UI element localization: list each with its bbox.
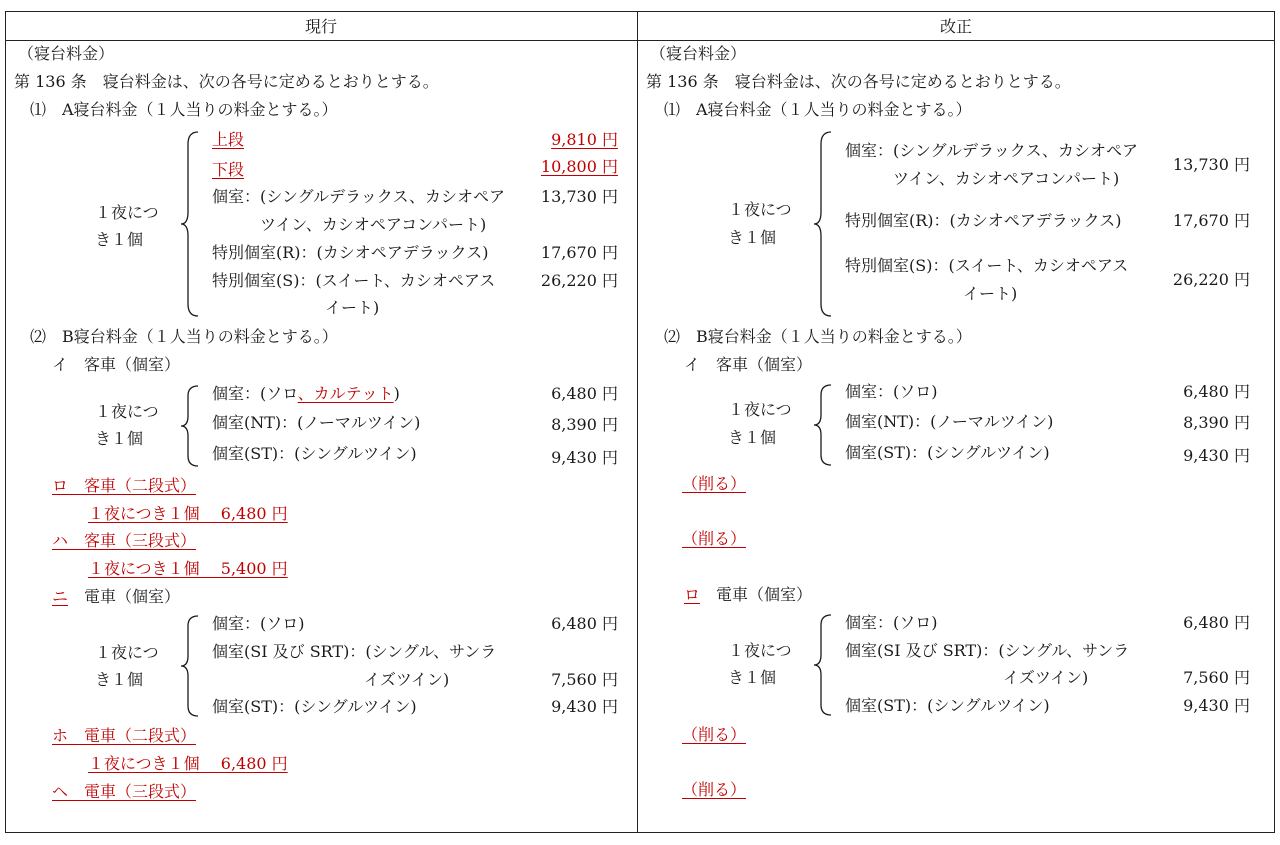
article-text: 第 136 条 寝台料金は、次の各号に定めるとおりとする。 — [646, 72, 1071, 91]
per-night-label: き１個 — [95, 230, 144, 249]
fare-price: 6,480 円 — [551, 384, 618, 403]
fare-label: 個室：(ソロ) — [845, 382, 938, 401]
fare-label-cont: ツイン、カシオペアコンパート) — [893, 169, 1120, 188]
fare-label: 個室(ST)：(シングルツイン) — [845, 443, 1050, 462]
section-ro-title: ロ 電車（個室） — [684, 585, 813, 604]
fare-price: 8,390 円 — [1183, 413, 1250, 432]
brace-ni — [180, 614, 200, 718]
brace-a — [813, 130, 833, 318]
section-ho-fare: １夜につき１個 6,480 円 — [88, 754, 288, 773]
fare-price: 6,480 円 — [1183, 382, 1250, 401]
per-night-label: １夜につ — [95, 402, 159, 421]
per-night-label: １夜につ — [95, 643, 159, 662]
brace-ro — [813, 613, 833, 717]
deleted-mark: （削る） — [682, 529, 747, 548]
header-revised: 改正 — [939, 17, 972, 36]
fare-label: 特別個室(S)：(スイート、カシオペアス — [845, 256, 1129, 275]
fare-label: 個室(SI 及び SRT)：(シングル、サンラ — [845, 641, 1130, 660]
fare-label: 特別個室(R)：(カシオペアデラックス) — [212, 243, 489, 262]
deleted-mark: （削る） — [682, 474, 747, 493]
fare-price: 13,730 円 — [1172, 155, 1250, 174]
fare-label: 個室(NT)：(ノーマルツイン) — [845, 412, 1054, 431]
fare-price: 26,220 円 — [540, 271, 618, 290]
brace-i — [180, 384, 200, 468]
section-ro-title: ロ 客車（二段式） — [52, 476, 197, 495]
fare-price: 13,730 円 — [540, 187, 618, 206]
fare-price: 6,480 円 — [551, 614, 618, 633]
a-sleeper-title: ⑴ A寝台料金（１人当りの料金とする。） — [30, 100, 338, 119]
section-i-title: イ 客車（個室） — [684, 355, 813, 374]
fare-price: 17,670 円 — [540, 243, 618, 262]
section-he-title: ヘ 電車（三段式） — [52, 782, 197, 801]
per-night-label: き１個 — [95, 670, 144, 689]
section-ni-title: ニ 電車（個室） — [52, 587, 181, 606]
header-divider — [5, 40, 1275, 41]
fare-label: 個室(ST)：(シングルツイン) — [212, 444, 417, 463]
fare-price: 9,430 円 — [551, 697, 618, 716]
fare-label: 個室(SI 及び SRT)：(シングル、サンラ — [212, 642, 497, 661]
fare-price: 6,480 円 — [1183, 613, 1250, 632]
fare-label-cont: ツイン、カシオペアコンパート) — [260, 215, 487, 234]
per-night-label: １夜につ — [728, 641, 792, 660]
caption: （寝台料金） — [650, 44, 747, 63]
fare-price: 7,560 円 — [1183, 668, 1250, 687]
brace-i — [813, 383, 833, 467]
fare-label-cont: イート) — [963, 284, 1018, 303]
fare-label: 個室：(シングルデラックス、カシオペア — [212, 187, 506, 206]
fare-price: 9,430 円 — [1183, 446, 1250, 465]
b-sleeper-title: ⑵ B寝台料金（１人当りの料金とする。） — [664, 327, 972, 346]
fare-price: 9,810 円 — [551, 130, 618, 149]
fare-price: 17,670 円 — [1172, 211, 1250, 230]
per-night-label: き１個 — [728, 228, 777, 247]
section-ho-title: ホ 電車（二段式） — [52, 726, 197, 745]
caption: （寝台料金） — [18, 44, 115, 63]
header-current: 現行 — [304, 17, 337, 36]
fare-price: 7,560 円 — [551, 670, 618, 689]
per-night-label: １夜につ — [95, 203, 159, 222]
fare-label: 個室：(ソロ、カルテット) — [212, 384, 400, 403]
section-ha-title: ハ 客車（三段式） — [52, 531, 197, 550]
per-night-label: き１個 — [728, 668, 777, 687]
section-ha-fare: １夜につき１個 5,400 円 — [88, 559, 288, 578]
fare-label: 個室：(ソロ) — [845, 613, 938, 632]
per-night-label: き１個 — [728, 428, 777, 447]
fare-label-cont: イズツイン) — [1003, 668, 1089, 687]
fare-label: 特別個室(R)：(カシオペアデラックス) — [845, 211, 1122, 230]
per-night-label: １夜につ — [728, 400, 792, 419]
fare-label-cont: イート) — [325, 298, 380, 317]
fare-label: 特別個室(S)：(スイート、カシオペアス — [212, 271, 496, 290]
fare-price: 9,430 円 — [1183, 696, 1250, 715]
deleted-mark: （削る） — [682, 725, 747, 744]
fare-label: 個室：(ソロ) — [212, 614, 305, 633]
article-text: 第 136 条 寝台料金は、次の各号に定めるとおりとする。 — [14, 72, 439, 91]
section-i-title: イ 客車（個室） — [52, 355, 181, 374]
fare-label: 個室(ST)：(シングルツイン) — [212, 697, 417, 716]
fare-label: 下段 — [212, 160, 245, 179]
deleted-mark: （削る） — [682, 780, 747, 799]
column-divider — [637, 11, 638, 833]
fare-label: 上段 — [212, 130, 245, 149]
fare-price: 26,220 円 — [1172, 270, 1250, 289]
a-sleeper-title: ⑴ A寝台料金（１人当りの料金とする。） — [664, 100, 972, 119]
per-night-label: １夜につ — [728, 200, 792, 219]
b-sleeper-title: ⑵ B寝台料金（１人当りの料金とする。） — [30, 327, 338, 346]
fare-price: 8,390 円 — [551, 415, 618, 434]
per-night-label: き１個 — [95, 429, 144, 448]
fare-label-cont: イズツイン) — [364, 670, 450, 689]
fare-price: 10,800 円 — [540, 157, 618, 176]
section-ro-fare: １夜につき１個 6,480 円 — [88, 504, 288, 523]
fare-label: 個室(ST)：(シングルツイン) — [845, 696, 1050, 715]
fare-price: 9,430 円 — [551, 448, 618, 467]
fare-label: 個室(NT)：(ノーマルツイン) — [212, 413, 421, 432]
fare-label: 個室：(シングルデラックス、カシオペア — [845, 141, 1139, 160]
brace-a — [180, 130, 200, 318]
